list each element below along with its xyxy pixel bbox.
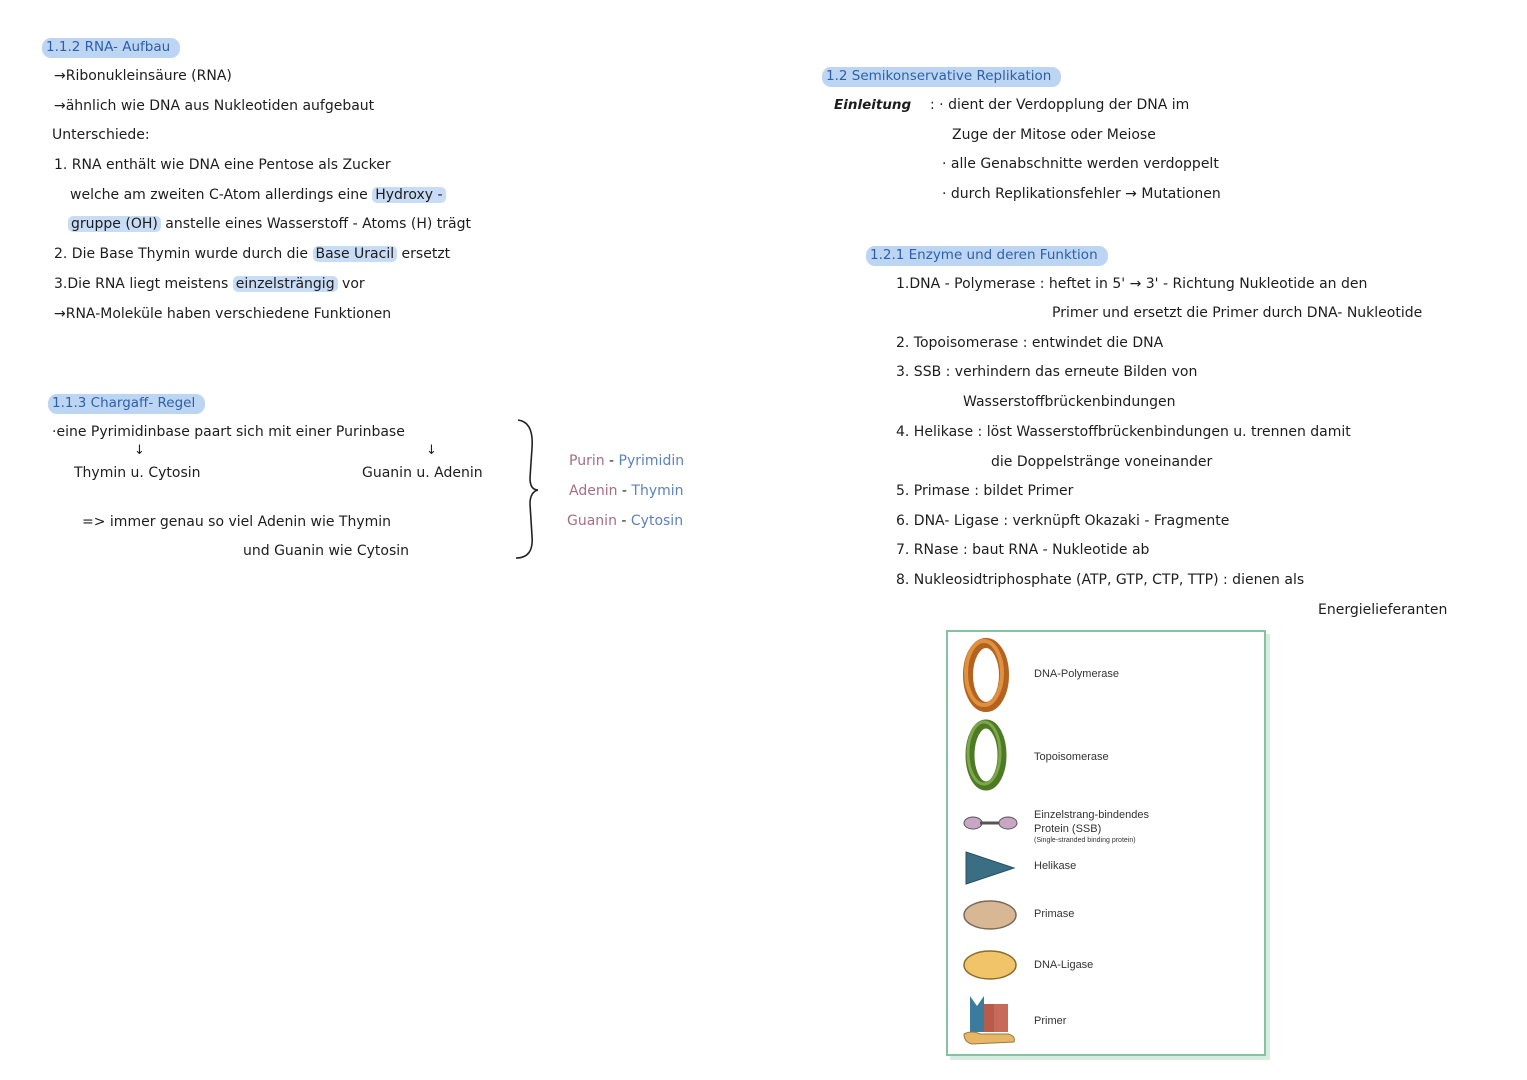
enzyme-dna-polymerase-cont: Primer und ersetzt die Primer durch DNA- Nukleotide xyxy=(1052,305,1423,321)
curly-brace-icon xyxy=(512,418,542,560)
enzyme-nukleosidtriphosphate-cont: Energielieferanten xyxy=(1318,602,1448,618)
einleitung-line-4: · durch Replikationsfehler → Mutationen xyxy=(942,186,1221,202)
highlight-base-uracil: Base Uracil xyxy=(313,246,398,262)
einleitung-label: Einleitung xyxy=(834,97,912,113)
ligase-oval-icon xyxy=(962,948,1022,982)
highlight-gruppe-oh: gruppe (OH) xyxy=(68,216,161,232)
chargaff-line-guanin-cytosin: und Guanin wie Cytosin xyxy=(243,543,410,559)
rna-item-3 xyxy=(54,276,365,293)
legend-label: DNA-Polymerase xyxy=(1034,668,1119,680)
primer-blocks-icon xyxy=(962,992,1022,1050)
enzyme-dna-polymerase: 1.DNA - Polymerase : heftet in 5' → 3' - Richtung Nukleotide an den xyxy=(896,276,1368,292)
rna-item-1-text: welche am zweiten C-Atom allerdings eine xyxy=(70,187,373,203)
pair-purin-label: Adenin xyxy=(569,483,618,499)
green-ring-icon xyxy=(962,718,1010,792)
legend-label: Topoisomerase xyxy=(1034,751,1109,763)
rna-item-4: →RNA-Moleküle haben verschiedene Funktionen xyxy=(54,306,392,322)
enzyme-topoisomerase: 2. Topoisomerase : entwindet die DNA xyxy=(896,335,1164,351)
rna-line-aehnlich: →ähnlich wie DNA aus Nukleotiden aufgebaut xyxy=(54,98,375,114)
rna-item-2-text: 2. Die Base Thymin wurde durch die xyxy=(54,246,313,262)
rna-item-3-end: vor xyxy=(337,276,365,292)
enzyme-helikase: 4. Helikase : löst Wasserstoffbrückenbindungen u. trennen damit xyxy=(896,424,1351,440)
einleitung-line-1: : · dient der Verdopplung der DNA im xyxy=(930,97,1190,113)
einleitung-line-2: Zuge der Mitose oder Meiose xyxy=(952,127,1156,143)
helicase-wedge-icon xyxy=(962,850,1018,886)
pair-separator: - xyxy=(604,453,619,469)
rna-item-1-cont2 xyxy=(68,216,471,233)
rna-item-1: 1. RNA enthält wie DNA eine Pentose als Zucker xyxy=(54,157,391,173)
rna-item-1-text2: anstelle eines Wasserstoff - Atoms (H) trägt xyxy=(160,216,472,232)
enzyme-helikase-cont: die Doppelstränge voneinander xyxy=(991,454,1213,470)
enzyme-primase: 5. Primase : bildet Primer xyxy=(896,483,1074,499)
enzyme-ssb-cont: Wasserstoffbrückenbindungen xyxy=(963,394,1176,410)
section-heading-replikation: 1.2 Semikonservative Replikation xyxy=(822,67,1061,87)
rna-item-1-cont xyxy=(70,187,446,204)
rna-item-3-text: 3.Die RNA liegt meistens xyxy=(54,276,233,292)
chargaff-right-bases: Guanin u. Adenin xyxy=(362,465,483,481)
pair-pyrimidin-label: Pyrimidin xyxy=(618,453,685,469)
rna-line-unterschiede: Unterschiede: xyxy=(52,127,150,143)
enzyme-rnase: 7. RNase : baut RNA - Nukleotide ab xyxy=(896,542,1150,558)
arrow-down-icon: ↓ xyxy=(426,443,437,458)
ssb-dumbbell-icon xyxy=(962,812,1020,834)
pair-pyrimidin-label: Cytosin xyxy=(630,513,684,529)
enzyme-dna-ligase: 6. DNA- Ligase : verknüpft Okazaki - Fragmente xyxy=(896,513,1230,529)
legend-label-ssb-note: (Single-stranded binding protein) xyxy=(1034,836,1136,844)
pair-separator: - xyxy=(617,483,632,499)
pair-row xyxy=(569,483,684,500)
rna-item-2-end: ersetzt xyxy=(397,246,451,262)
highlight-einzelstraengig: einzelsträngig xyxy=(233,276,338,292)
section-heading-chargaff: 1.1.3 Chargaff- Regel xyxy=(48,394,205,414)
orange-ring-icon xyxy=(962,638,1010,712)
pair-pyrimidin-label: Thymin xyxy=(631,483,684,499)
enzyme-ssb: 3. SSB : verhindern das erneute Bilden von xyxy=(896,364,1198,380)
enzyme-nukleosidtriphosphate: 8. Nukleosidtriphosphate (ATP, GTP, CTP, TTP) : dienen als xyxy=(896,572,1305,588)
legend-label-ssb xyxy=(1034,809,1149,845)
legend-label-ssb-line1: Einzelstrang-bindendes xyxy=(1034,809,1149,821)
section-heading-rna-aufbau: 1.1.2 RNA- Aufbau xyxy=(42,38,180,58)
pair-row xyxy=(569,453,684,470)
chargaff-line-adenin-thymin: => immer genau so viel Adenin wie Thymin xyxy=(82,514,392,530)
einleitung-line-3: · alle Genabschnitte werden verdoppelt xyxy=(942,156,1219,172)
primase-oval-icon xyxy=(962,898,1022,932)
legend-label: Helikase xyxy=(1034,860,1077,872)
rna-item-2 xyxy=(54,246,450,263)
pair-purin-label: Purin xyxy=(569,453,605,469)
pair-purin-label: Guanin xyxy=(567,513,617,529)
pair-separator: - xyxy=(616,513,631,529)
legend-label-ssb-line2: Protein (SSB) xyxy=(1034,822,1102,835)
chargaff-line-paarung: ·eine Pyrimidinbase paart sich mit einer Purinbase xyxy=(52,424,405,440)
legend-label: DNA-Ligase xyxy=(1034,959,1094,971)
rna-line-ribonukleinsaeure: →Ribonukleinsäure (RNA) xyxy=(54,68,232,84)
section-heading-enzyme: 1.2.1 Enzyme und deren Funktion xyxy=(866,246,1108,266)
legend-label: Primer xyxy=(1034,1015,1067,1027)
enzyme-legend-box xyxy=(946,630,1266,1056)
legend-label: Primase xyxy=(1034,908,1075,920)
highlight-hydroxy: Hydroxy - xyxy=(372,187,445,203)
chargaff-left-bases: Thymin u. Cytosin xyxy=(74,465,201,481)
arrow-down-icon: ↓ xyxy=(134,443,145,458)
pair-row xyxy=(567,513,683,530)
